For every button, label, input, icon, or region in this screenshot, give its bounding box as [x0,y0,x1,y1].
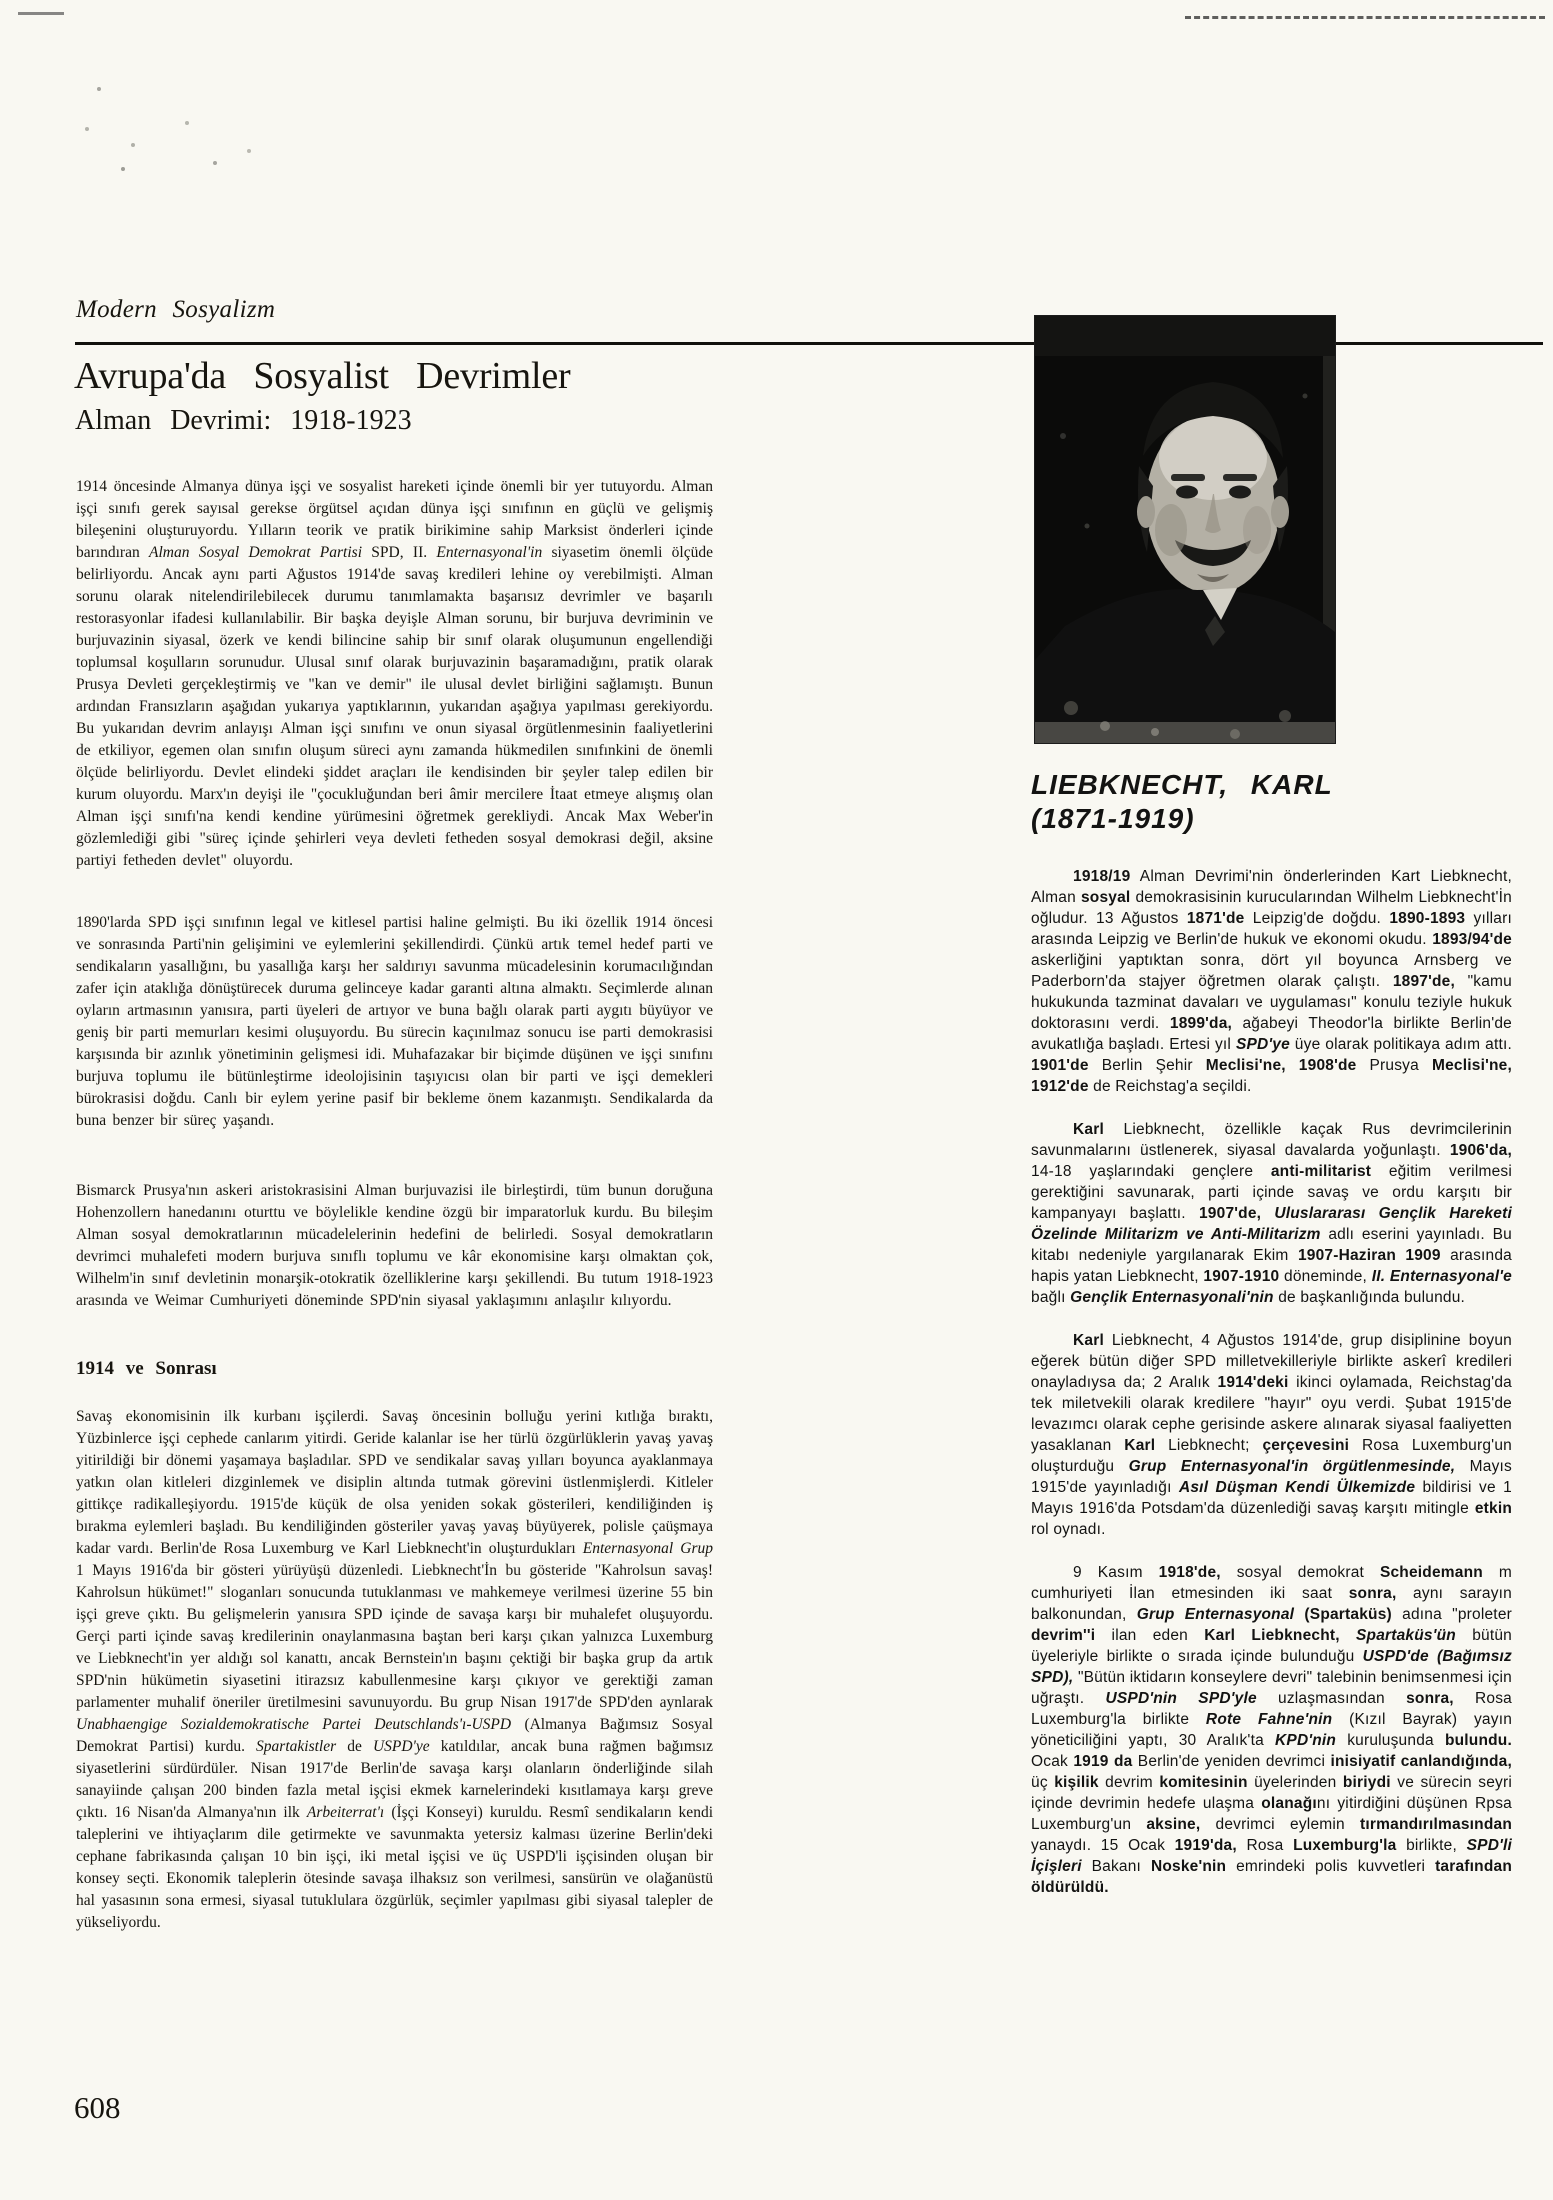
article-body-column [76,476,713,1934]
article-subtitle: Alman Devrimi: 1918-1923 [75,405,412,436]
scan-noise-specks [0,0,2,2]
scan-artifact-dash-right [1185,16,1545,19]
section-heading: 1914 ve Sonrası [76,1358,217,1379]
sidebar-title-dates: (1871-1919) [1031,803,1195,834]
running-header: Modern Sosyalizm [76,296,276,323]
body-paragraph: Savaş ekonomisinin ilk kurbanı işçilerdi. Savaş öncesinin bolluğu yerini kıtlığa bıraktı, Yüzbinlerce işçi cephede canlarım yitirdi. Geride kalanlar ise her türlü özgürlüklerin yavaş yavaş yitirildiği bir dönemi yaşamaya başladılar. SPD ve sendikalar savaş yılları boyunca ayaklanmaya yatkın olan kitleleri dizginlemek ve disiplin altında tutmak görevini üstlenmişlerdi. Kitleler gittikçe radikalleşiyordu. 1915'de küçük de olsa yeniden sokak gösterileri, kendiliğinden iş bırakma eylemleri başladı. Bu kendiliğinden gösteriler yavaş yavaş büyüyerek, polisle çaüşmaya kadar vardı. Berlin'de Rosa Luxemburg ve Karl Liebknecht'in oluşturdukları Enternasyonal Grup 1 Mayıs 1916'da bir gösteri yürüyüşü düzenledi. Liebknecht'İn bu gösteride "Kahrolsun savaş! Kahrolsun hükümet!" sloganları sonucunda tutuklanması ve mahkemeye verilmesi üzerine 55 bin işçi greve çıktı. Bu gelişmelerin yanısıra SPD içinde de savaşa karşı bir muhalefet oluşuyordu. Gerçi parti içinde savaş kredilerinin onaylanmasına baştan beri karşı çıkan yalnızca Luxemburg ve Liebknecht'in yer aldığı sol kanattı, ancak Bernstein'ın başını çektiği bir başka grup da artık SPD'nin hükümetin siyasetini itirazsız kabullenmesine karşı çıkıyor ve gerektiği zaman parlamenter muhalif öneriler üretilmesini savunuyordu. Bu grup Nisan 1917'de SPD'den aynlarak Unabhaengige Sozialdemokratische Partei Deutschlands'ı-USPD (Almanya Bağımsız Sosyal Demokrat Partisi) kurdu. Spartakistler de USPD'ye katıldılar, ancak buna rağmen bağımsız siyasetlerini sürdürdüler. Nisan 1917'de Berlin'de savaşa karşı olanların önderliğinde silah sanayiinde çalışan 200 binden fazla metal işçisi ekmek karnelerindeki kısıtlamaya karşı greve çıktı. 16 Nisan'da Almanya'nın ilk Arbeiterrat'ı (İşçi Konseyi) kuruldu. Resmî sendikaların kendi taleplerini ve ihtiyaçlarım dile getirmekte ve savunmakta yetersiz kalması üzerine Berlin'deki cephane fabrikasında çalışan 10 bin işçi, iki metal işçisi ve üç USPD'li işçisinden oluşan bir konsey seçti. Ekonomik taleplerin ötesinde savaşa ilhaksız son verilmesi, sansürün ve olağanüstü hal yasasının sona ermesi, siyasal tutuklulara özgürlük, seçimler yapılması gibi siyasal talepler de yükseliyordu. [76,1408,713,1931]
sidebar-paragraph: 9 Kasım 1918'de, sosyal demokrat Scheidemann m cumhuriyeti İlan etmesinden iki saat sonra, aynı sarayın balkonundan, Grup Enternasyonal (Spartaküs) adına "proleter devrim''i ilan eden Karl Liebknecht, Spartaküs'ün bütün üyeleriyle birlikte o sırada içinde bulunduğu USPD'de (Bağımsız SPD), "Bütün iktidarın konseylere devri" talebinin benimsenmesi için uğraştı. USPD'nin SPD'yle uzlaşmasından sonra, Rosa Luxemburg'la birlikte Rote Fahne'nin (Kızıl Bayrak) yayın yöneticiliğini yaptı, 30 Aralık'ta KPD'nin kuruluşunda bulundu. Ocak 1919 da Berlin'de yeniden devrimci inisiyatif canlandığında, üç kişilik devrim komitesinin üyelerinden biriydi ve sürecin seyri içinde devrimin hedefe ulaşma olanağını yitirdiğini düşünen Rpsa Luxemburg'un aksine, devrimci eylemin tırmandırılmasından yanaydı. 15 Ocak 1919'da, Rosa Luxemburg'la birlikte, SPD'li İçişleri Bakanı Noske'nin emrindeki polis kuvvetleri tarafından öldürüldü. [1031,1564,1513,1896]
karl-liebknecht-photo [1035,316,1335,743]
sidebar-title [1031,768,1512,836]
sidebar-paragraph: Karl Liebknecht, 4 Ağustos 1914'de, grup disiplinine boyun eğerek bütün diğer SPD milletvekilleriyle birlikte askerî kredileri onayladıysa da; 2 Aralık 1914'deki ikinci oylamada, Reichstag'da tek miletvekili olarak kredilere "hayır" oyu verdi. Şubat 1915'de levazımcı olarak cephe gerisinde askere alınarak siyasal faaliyetten yasaklanan Karl Liebknecht; çerçevesini Rosa Luxemburg'un oluşturduğu Grup Enternasyonal'in örgütlenmesinde, Mayıs 1915'de yayınladığı Asıl Düşman Kendi Ülkemizde bildirisi ve 1 Mayıs 1916'da Potsdam'da düzenlediği savaş karşıtı mitingle etkin rol oynadı. [1031,1332,1512,1538]
body-paragraph: 1914 öncesinde Almanya dünya işçi ve sosyalist hareketi içinde önemli bir yer tutuyordu. Alman işçi sınıfı gerek sayısal gerekse örgütsel açıdan dünya işçi sınıfının en güçlü ve gelişmiş bileşenini oluşturuyordu. Yılların teorik ve pratik birikimine sahip Marksist önderleri içinde barındıran Alman Sosyal Demokrat Partisi SPD, II. Enternasyonal'in siyasetim önemli ölçüde belirliyordu. Ancak aynı parti Ağustos 1914'de savaş kredileri lehine oy verebilmişti. Alman sorunu olarak nitelendirilebilecek durumu tanımlamakta başarısız devrimler ve başarılı restorasyonlar ifadesi kullanılabilir. Bir başka deyişle Alman sorunu, bir burjuva devriminin ve burjuvazinin siyasal, özerk ve kendi bilincine sahip bir sınıf olarak oluşumunun engellendiği toplumsal koşulların sorunudur. Ulusal sınıf olarak burjuvazinin başaramadığını, pratik olarak Prusya Devleti gerçekleştirmiş ve "kan ve demir" ile ulusal devlet birliğini sağlamıştı. Bunun ardından Fransızların aşağıdan yukarıya yaptıklarının, yukarıdan aşağıya yapılması gerekiyordu. Bu yukarıdan devrim anlayışı Alman işçi sınıfını ve onun siyasal örgütlenmesinin faaliyetlerini de etkiliyor, egemen olan sınıfın oluşum süreci aynı zamanda hükmedilen sınıfınkini de önemli ölçüde belirliyordu. Devlet elindeki şiddet araçları ile kendisinden bir şeyler talep edilen bir kurum oluyordu. Marx'ın deyişi ile "çocukluğundan beri âmir mercilere İtaat etmeye alışmış olan Alman işçi sınıfı'na kendi kendine yürümesini öğretmek gerekliydi. Ancak Max Weber'in gözlemlediği gibi "süreç içinde şehirleri veya devleti fetheden sosyal demokrasi değil, aksine partiyi fetheden devlet" oluyordu. [76,478,714,869]
body-paragraph: 1890'larda SPD işçi sınıfının legal ve kitlesel partisi haline gelmişti. Bu iki özellik 1914 öncesi ve sonrasında Parti'nin gelişimini ve eylemlerini şekillendirdi. Çünkü artık temel hedef parti ve sendikaların yasallığını, bu yasallığa karşı her saldırıyı savunma mücadelesinin korumacılığından zafer için ataklığa dönüştürecek duruma gelinceye kadar garanti altına almaktı. Seçimlerde alınan oyların artmasının yanısıra, parti üyeleri de artıyor ve buna bağlı olarak parti aygıtı büyüyor ve geniş bir parti memurları kesimi oluşuyordu. Bu sürecin kaçınılmaz sonucu ise parti demokrasisi karşısında bir azınlık yönetiminin gelişmesi idi. Muhafazakar bir biçimde düşünen ve işçi sınıfını burjuva toplumu ile bütünleştirme ideolojisinin taşıyıcısı olan bir parti ve işçi demekleri bürokrasisi doğdu. Canlı bir eylem yerine pasif bir bekleme önem kazanmıştı. Sendikalarda da buna benzer bir süreç yaşandı. [76,914,713,1129]
sidebar-paragraph: 1918/19 Alman Devrimi'nin önderlerinden Kart Liebknecht, Alman sosyal demokrasisinin kurucularından Wilhelm Liebknecht'İn oğludur. 13 Ağustos 1871'de Leipzig'de doğdu. 1890-1893 yılları arasında Leipzig ve Berlin'de hukuk ve ekonomi okudu. 1893/94'de askerliğini yaptıktan sonra, dört yıl boyunca Arnsberg ve Paderborn'da stajyer öğretmen olarak çalıştı. 1897'de, "kamu hukukunda tazminat davaları ve uygulaması" konulu teziyle hukuk doktorasını verdi. 1899'da, ağabeyi Theodor'la birlikte Berlin'de avukatlığa başladı. Ertesi yıl SPD'ye üye olarak politikaya adım attı. 1901'de Berlin Şehir Meclisi'ne, 1908'de Prusya Meclisi'ne, 1912'de de Reichstag'a seçildi. [1031,868,1512,1095]
biography-sidebar [1031,768,1512,1920]
scan-artifact-dash-left [18,12,64,15]
sidebar-paragraph: Karl Liebknecht, özellikle kaçak Rus devrimcilerinin savunmalarını üstlenerek, siyasal davalarda yoğunlaştı. 1906'da, 14-18 yaşlarındaki gençlere anti-militarist eğitim verilmesi gerektiğini savunarak, parti içinde savaş ve ordu karşıtı bir kampanyayı başlattı. 1907'de, Uluslararası Gençlik Hareketi Özelinde Militarizm ve Anti-Militarizm adlı eserini yayınladı. Bu kitabı nedeniyle yargılanarak Ekim 1907-Haziran 1909 arasında hapis yatan Liebknecht, 1907-1910 döneminde, II. Enternasyonal'e bağlı Gençlik Enternasyonali'nin de başkanlığında bulundu. [1031,1121,1512,1306]
article-title: Avrupa'da Sosyalist Devrimler [74,355,571,397]
page-number: 608 [74,2090,121,2125]
portrait-photo-graphic [1035,316,1335,743]
sidebar-title-name: LIEBKNECHT, KARL [1031,769,1333,800]
body-paragraph: Bismarck Prusya'nın askeri aristokrasisini Alman burjuvazisi ile birleştirdi, tüm bunun doruğuna Hohenzollern hanedanını oturttu ve böylelikle kendine özgü bir imparatorluk kurdu. Bu bileşim Alman sosyal demokratlarının mücadelelerinin hedefini de belirledi. Sosyal demokratların devrimci muhalefeti modern burjuva sınıflı toplumu ve kâr ekonomisine karşı olmaktan çok, Wilhelm'in sınıf devletinin monarşik-otokratik özelliklerine karşı şekillendi. Bu tutum 1918-1923 arasında ve Weimar Cumhuriyeti döneminde SPD'nin siyasal yaklaşımını anlaşılır kılıyordu. [76,1182,713,1309]
